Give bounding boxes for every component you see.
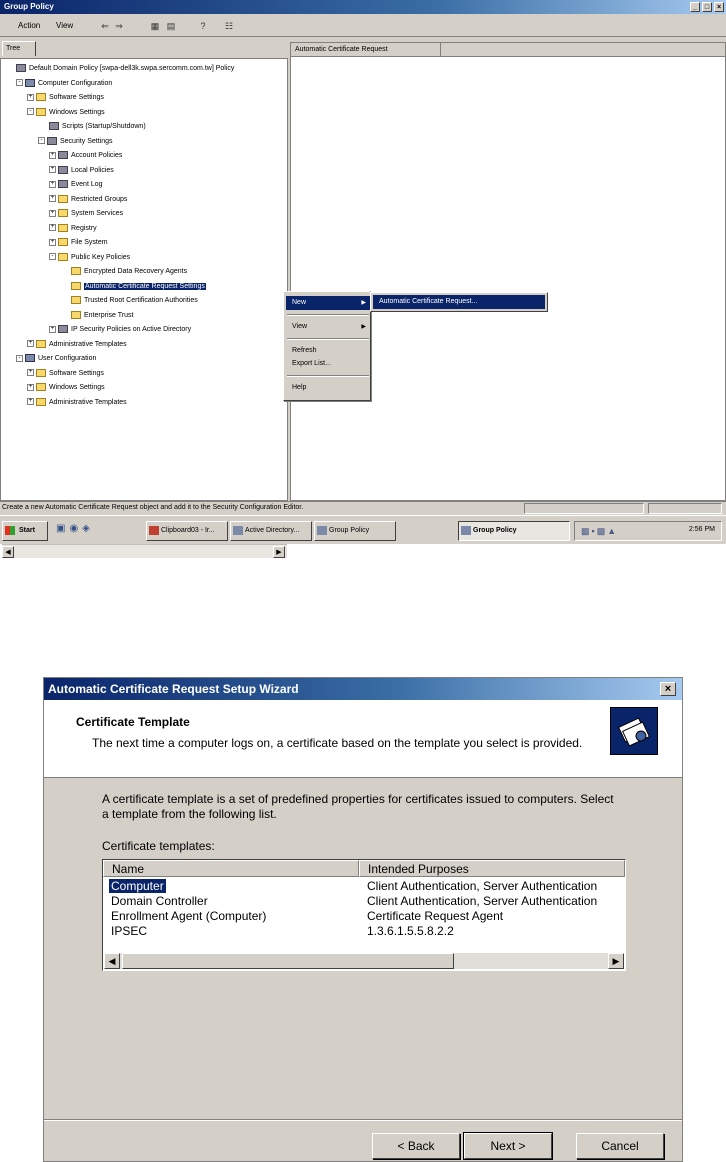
tree-node[interactable] [49,237,108,249]
context-menu-view[interactable] [286,320,370,334]
tree-node-label: Registry [71,224,97,232]
certificate-icon [610,707,658,755]
next-button[interactable]: Next > [464,1133,552,1159]
cancel-button[interactable]: Cancel [576,1133,664,1159]
submenu-arrow-icon: ▶ [361,324,366,330]
collapse-icon[interactable]: - [16,79,23,86]
menu-separator [287,314,369,316]
tree-node-label: Account Policies [71,152,123,159]
wizard-description: A certificate template is a set of predefined properties for certificates issued to computers. Select a template from the following list. [102,792,614,821]
status-cell [524,503,644,514]
expand-icon[interactable]: + [28,398,33,405]
submenu-arrow-icon: ▶ [361,300,366,306]
table-row[interactable] [103,924,625,938]
forward-arrow-icon[interactable]: ⇒ [115,21,123,31]
submenu [370,292,548,312]
folder-icon [36,369,46,377]
template-purposes: Client Authentication, Server Authentication [367,894,598,908]
tree-horizontal-scrollbar[interactable] [2,544,287,558]
policy-icon [58,166,68,174]
divider [44,1119,682,1121]
folder-icon [58,195,68,203]
menu-separator [287,338,369,340]
template-name: Computer [111,879,164,893]
tree-node-label: Windows Settings [49,108,105,116]
expand-icon[interactable]: + [50,180,55,187]
tree-node[interactable] [60,281,206,293]
menu-separator [287,375,369,377]
table-row[interactable] [103,879,625,893]
taskbar-button-clipboard[interactable] [146,521,228,541]
back-button[interactable]: < Back [372,1133,460,1159]
expand-icon[interactable]: + [50,151,55,158]
tree-node-label: Automatic Certificate Request Settings [85,282,205,290]
column-header-automatic-certificate-request[interactable]: Automatic Certificate Request [291,43,441,57]
folder-icon [58,238,68,246]
folder-icon [71,296,81,304]
tree-node[interactable] [49,179,103,191]
collapse-icon[interactable]: - [27,108,34,115]
quick-launch[interactable]: ▣◉◈ [56,523,94,534]
tree-node[interactable] [27,397,127,409]
details-pane[interactable] [290,42,726,501]
tree-node-label: Enterprise Trust [84,311,134,319]
expand-icon[interactable]: + [28,340,33,347]
tree-node-label: Windows Settings [49,384,105,391]
tree-node[interactable] [49,194,127,206]
template-purposes: Client Authentication, Server Authentication [367,879,598,893]
template-name: IPSEC [111,924,148,938]
taskbar [0,515,726,544]
start-label: Start [19,527,35,534]
menubar [0,15,726,37]
directory-icon [233,526,243,535]
template-purposes: 1.3.6.1.5.5.8.2.2 [367,924,454,938]
tree-node-label: System Services [71,210,124,217]
context-menu-help[interactable]: Help [292,384,307,391]
expand-icon[interactable]: + [50,195,55,202]
scroll-left-icon[interactable]: ◀ [104,953,120,969]
tree-node[interactable] [60,295,198,307]
template-purposes: Certificate Request Agent [367,909,504,923]
tree-node-label: Software Settings [49,94,104,101]
tree-node[interactable] [27,339,127,351]
policy-icon [58,180,68,188]
folder-icon [36,108,46,116]
minimize-button[interactable]: _ [690,2,700,12]
expand-icon[interactable]: + [50,166,55,173]
user-icon [25,354,35,362]
tree-node-label: Trusted Root Certification Authorities [84,297,198,304]
tree-node[interactable] [49,324,191,336]
folder-icon [36,93,46,101]
menu-view[interactable]: View [56,21,74,30]
folder-icon [36,340,46,348]
export-list-icon[interactable]: ☷ [224,21,234,31]
context-menu-view-label: View [292,323,308,330]
expand-icon[interactable]: + [28,369,33,376]
tree-node[interactable] [49,208,123,220]
table-row[interactable] [103,894,625,908]
expand-icon[interactable]: + [50,209,55,216]
tree-node-label: Encrypted Data Recovery Agents [84,268,188,275]
tree-node[interactable] [60,266,187,278]
column-header-name[interactable]: Name [103,860,359,877]
collapse-icon[interactable]: - [49,253,56,260]
tree-node[interactable] [38,121,146,133]
folder-icon [36,398,46,406]
window-title: Group Policy [4,2,54,11]
taskbar-button-group-policy-active[interactable] [458,521,570,541]
wizard-title: Automatic Certificate Request Setup Wizard [48,682,299,696]
policy-icon [16,64,26,72]
taskbar-button-label: Group Policy [473,527,517,534]
tree-node-label: Computer Configuration [38,79,113,87]
context-menu-new[interactable] [286,296,370,310]
window-titlebar[interactable] [0,0,726,14]
tree-node-label: Event Log [71,181,103,188]
expand-icon[interactable]: + [50,238,55,245]
taskbar-button-label: Group Policy [329,527,370,534]
policy-icon [58,151,68,159]
tree-node-label: Local Policies [71,166,114,174]
show-hide-tree-icon[interactable]: ▤ [166,21,176,31]
table-row[interactable] [103,909,625,923]
list-horizontal-scrollbar[interactable] [104,953,624,969]
help-icon[interactable]: ? [200,21,206,31]
certificate-request-wizard [43,677,683,1162]
back-arrow-icon[interactable]: ⇐ [101,21,109,31]
list-label: Certificate templates: [102,839,215,853]
tree-node-label: IP Security Policies on Active Directory [71,326,192,333]
windows-logo-icon [5,526,15,535]
scroll-right-icon[interactable]: ▶ [273,546,285,558]
tree-node[interactable] [49,223,97,235]
wizard-titlebar[interactable] [44,678,682,700]
template-name: Enrollment Agent (Computer) [111,909,267,923]
collapse-icon[interactable]: - [38,137,45,144]
scroll-thumb[interactable] [122,953,454,969]
details-header [291,43,725,57]
tree-node[interactable] [27,368,104,380]
context-menu [283,291,371,401]
tree-node[interactable] [49,150,122,162]
tray-icons[interactable]: ▩▪▩▲ [581,526,619,536]
folder-icon [71,282,81,290]
tree-node[interactable] [49,252,130,264]
security-icon [58,325,68,333]
taskbar-button-label: Clipboard03 - Ir... [161,527,215,534]
tree-node[interactable] [27,107,105,119]
group-policy-icon [461,526,471,535]
expand-icon[interactable]: + [50,224,55,231]
submenu-automatic-certificate-request[interactable]: Automatic Certificate Request... [373,295,545,309]
list-header [103,860,625,877]
tree-node-label: Public Key Policies [71,253,131,261]
column-header-intended-purposes[interactable]: Intended Purposes [359,860,625,877]
folder-icon [58,209,68,217]
tree-node-label: Default Domain Policy [swpa-dell3k.swpa.sercomm.com.tw] Policy [29,65,235,72]
tree-node-label: Software Settings [49,369,104,377]
tree-node-label: Administrative Templates [49,398,127,406]
tree-node[interactable] [60,310,133,322]
context-menu-export-list[interactable]: Export List... [292,360,331,367]
folder-icon [71,311,81,319]
close-button[interactable]: × [714,2,724,12]
context-menu-new-label: New [292,299,307,306]
tree-node-label: File System [71,239,108,246]
page-title: Certificate Template [76,715,190,729]
paint-icon [149,526,159,535]
tree-node-label: User Configuration [38,355,97,362]
page-subtitle: The next time a computer logs on, a certificate based on the template you select is provided. [92,736,583,750]
group-policy-window [0,0,726,556]
scroll-right-icon[interactable]: ▶ [608,953,624,969]
tree-node[interactable] [27,92,104,104]
tree-node[interactable] [16,353,96,365]
expand-icon[interactable]: + [50,325,55,332]
context-menu-refresh[interactable]: Refresh [292,347,317,354]
tree-node[interactable] [16,78,112,90]
menu-action[interactable]: Action [18,21,41,30]
folder-icon [58,224,68,232]
tree-node-label: Scripts (Startup/Shutdown) [62,123,146,130]
wizard-header [44,700,682,778]
certificate-template-list[interactable] [102,859,626,971]
security-icon [47,137,57,145]
scroll-left-icon[interactable]: ◀ [2,546,14,558]
start-button[interactable] [2,521,48,541]
status-cell [648,503,722,514]
tab-tree[interactable]: Tree [2,41,36,56]
tree-node[interactable] [5,63,234,75]
maximize-button[interactable]: □ [702,2,712,12]
tree-node[interactable] [49,165,114,177]
group-policy-icon [317,526,327,535]
tree-node[interactable] [38,136,113,148]
up-folder-icon[interactable]: ▦ [150,21,160,31]
tree-node-label: Security Settings [60,137,113,145]
folder-icon [58,253,68,261]
taskbar-button-active-directory[interactable] [230,521,312,541]
collapse-icon[interactable]: - [16,355,23,362]
tree-node-label: Restricted Groups [71,195,128,203]
taskbar-button-label: Active Directory... [245,527,300,534]
template-name: Domain Controller [111,894,208,908]
folder-icon [36,383,46,391]
folder-icon [71,267,81,275]
close-button[interactable]: × [660,682,676,696]
status-bar [0,501,726,514]
tree-node-label: Administrative Templates [49,340,127,348]
system-tray [574,521,722,541]
expand-icon[interactable]: + [28,383,33,390]
taskbar-button-group-policy[interactable] [314,521,396,541]
expand-icon[interactable]: + [28,93,33,100]
status-text: Create a new Automatic Certificate Request object and add it to the Security Configuration Editor. [2,504,304,511]
clock: 2:56 PM [688,526,715,533]
computer-icon [25,79,35,87]
tree-node[interactable] [27,382,105,394]
script-icon [49,122,59,130]
